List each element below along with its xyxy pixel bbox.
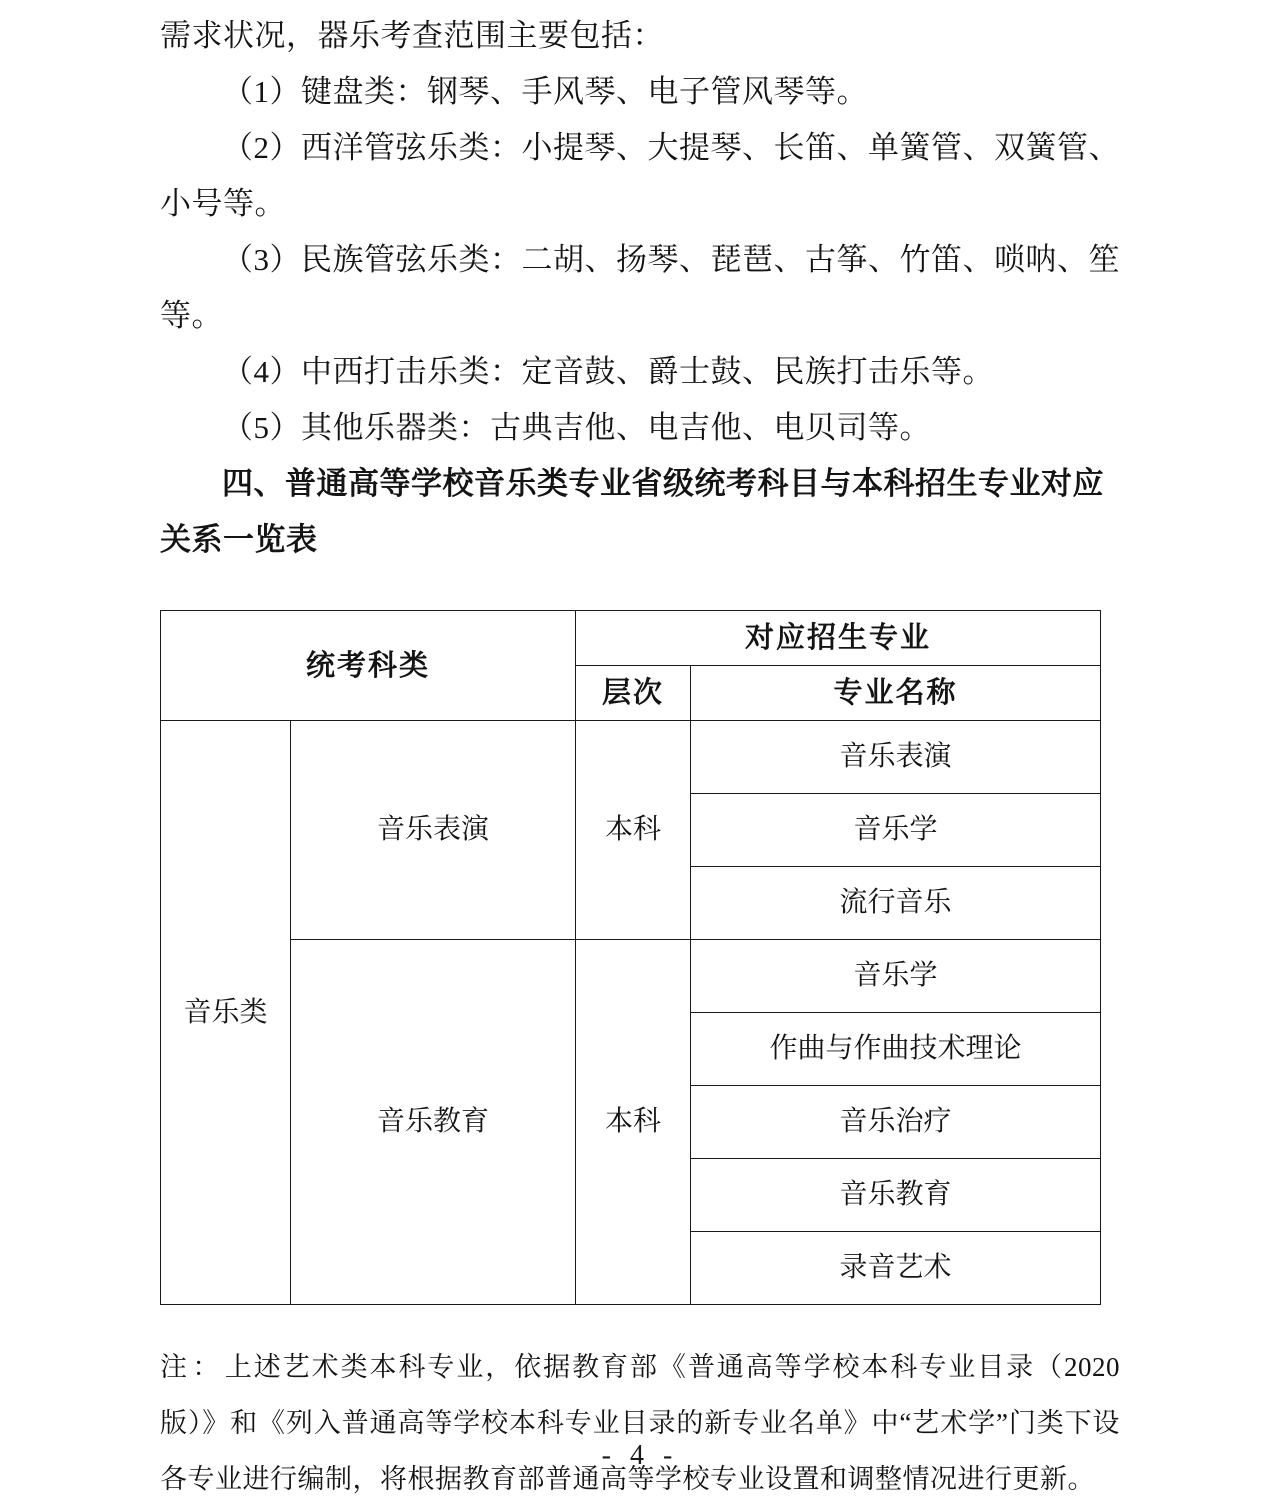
header-tongkao-kelei: 统考科类: [161, 611, 576, 721]
cell-major: 音乐表演: [691, 721, 1101, 794]
list-item-4: （4）中西打击乐类：定音鼓、爵士鼓、民族打击乐等。: [222, 354, 994, 389]
cell-major: 音乐学: [691, 940, 1101, 1013]
list-item-1: （1）键盘类：钢琴、手风琴、电子管风琴等。: [222, 74, 868, 109]
cell-major: 音乐治疗: [691, 1086, 1101, 1159]
list-item-3: （3）民族管弦乐类：二胡、扬琴、琵琶、古筝、竹笛、唢呐、笙等。: [160, 242, 1120, 333]
header-zhuanye-mingcheng: 专业名称: [691, 666, 1101, 721]
list-item-5: （5）其他乐器类：古典吉他、电吉他、电贝司等。: [222, 410, 931, 445]
cell-major: 作曲与作曲技术理论: [691, 1013, 1101, 1086]
cell-category-music: 音乐类: [161, 721, 291, 1305]
page-number: - 4 -: [601, 1440, 679, 1471]
cell-subject-performance: 音乐表演: [291, 721, 576, 940]
header-cengci: 层次: [576, 666, 691, 721]
table-row: [161, 940, 1101, 1013]
cell-major: 流行音乐: [691, 867, 1101, 940]
cell-major: 录音艺术: [691, 1232, 1101, 1305]
note-text: 上述艺术类本科专业，依据教育部《普通高等学校本科专业目录（2020版）》和《列入普通高等学校本科专业目录的新专业名单》中“艺术学”门类下设各专业进行编制，将根据教育部普通高等学校专业设置和调整情况进行更新。: [160, 1352, 1121, 1494]
list-item-2: （2）西洋管弦乐类：小提琴、大提琴、长笛、单簧管、双簧管、小号等。: [160, 130, 1120, 221]
table-row: [161, 721, 1101, 794]
correspondence-table: [160, 610, 1100, 1305]
header-duiying-zhaosheng: 对应招生专业: [576, 611, 1101, 666]
cell-subject-education: 音乐教育: [291, 940, 576, 1305]
cell-major: 音乐教育: [691, 1159, 1101, 1232]
cell-major: 音乐学: [691, 794, 1101, 867]
table-header-row-1: [161, 611, 1101, 666]
table-note: [160, 1339, 1120, 1507]
note-label: 注：: [160, 1352, 225, 1382]
cell-level-education: 本科: [576, 940, 691, 1305]
section-heading: 四、普通高等学校音乐类专业省级统考科目与本科招生专业对应关系一览表: [160, 466, 1104, 557]
intro-paragraph: 需求状况，器乐考查范围主要包括：: [160, 18, 664, 53]
cell-level-performance: 本科: [576, 721, 691, 940]
